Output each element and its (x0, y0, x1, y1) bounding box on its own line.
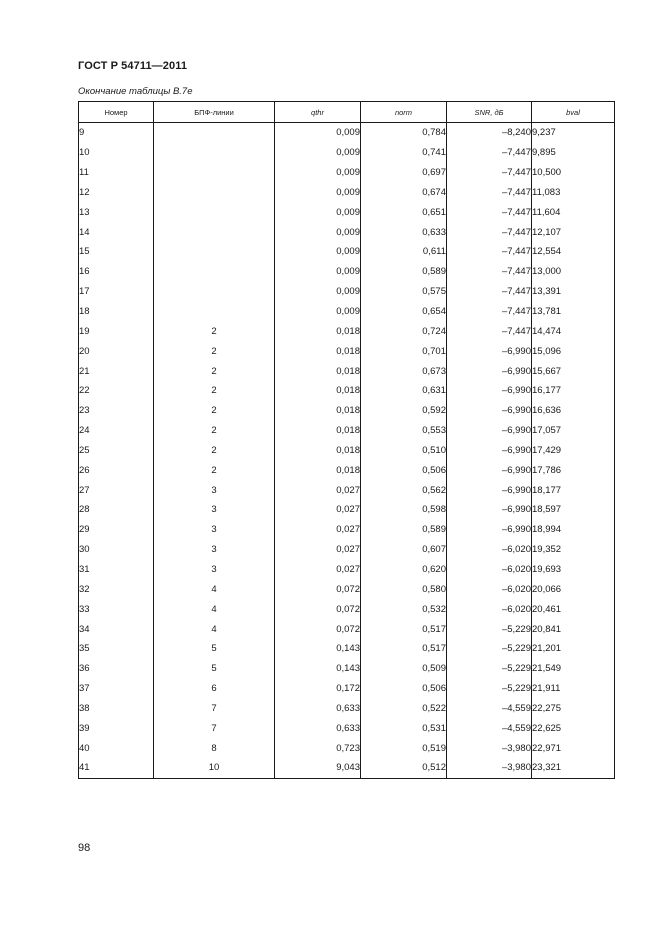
cell-norm: 0,741 (361, 143, 447, 163)
cell-qthr: 0,009 (275, 163, 361, 183)
table-body (79, 123, 615, 779)
cell-norm: 0,506 (361, 460, 447, 480)
cell-bval: 19,352 (532, 540, 615, 560)
cell-norm: 0,631 (361, 381, 447, 401)
cell-snr: –6,990 (447, 421, 532, 441)
table-row (79, 123, 615, 143)
cell-number: 26 (79, 460, 154, 480)
table-row (79, 599, 615, 619)
cell-number: 18 (79, 302, 154, 322)
cell-bval: 13,000 (532, 262, 615, 282)
cell-norm: 0,522 (361, 698, 447, 718)
cell-bval: 22,971 (532, 738, 615, 758)
cell-snr: –5,229 (447, 679, 532, 699)
table-row (79, 321, 615, 341)
cell-number: 19 (79, 321, 154, 341)
cell-fft-lines: 3 (154, 560, 275, 580)
cell-norm: 0,784 (361, 123, 447, 143)
cell-number: 31 (79, 560, 154, 580)
cell-norm: 0,512 (361, 758, 447, 778)
cell-snr: –5,229 (447, 659, 532, 679)
cell-bval: 22,275 (532, 698, 615, 718)
page-number: 98 (78, 842, 91, 854)
table-row (79, 421, 615, 441)
cell-fft-lines (154, 143, 275, 163)
cell-qthr: 0,072 (275, 619, 361, 639)
cell-number: 10 (79, 143, 154, 163)
cell-fft-lines (154, 202, 275, 222)
cell-fft-lines (154, 163, 275, 183)
cell-qthr: 9,043 (275, 758, 361, 778)
cell-snr: –6,020 (447, 579, 532, 599)
table-row (79, 639, 615, 659)
cell-bval: 12,107 (532, 222, 615, 242)
cell-bval: 9,895 (532, 143, 615, 163)
cell-snr: –6,990 (447, 401, 532, 421)
cell-qthr: 0,172 (275, 679, 361, 699)
cell-qthr: 0,009 (275, 282, 361, 302)
table-row (79, 183, 615, 203)
cell-fft-lines: 2 (154, 361, 275, 381)
cell-number: 35 (79, 639, 154, 659)
cell-bval: 21,549 (532, 659, 615, 679)
cell-qthr: 0,018 (275, 401, 361, 421)
cell-snr: –6,990 (447, 520, 532, 540)
cell-fft-lines (154, 302, 275, 322)
cell-qthr: 0,009 (275, 222, 361, 242)
table-row (79, 262, 615, 282)
cell-norm: 0,509 (361, 659, 447, 679)
cell-norm: 0,651 (361, 202, 447, 222)
cell-snr: –6,990 (447, 441, 532, 461)
table-row (79, 441, 615, 461)
cell-qthr: 0,018 (275, 321, 361, 341)
cell-bval: 18,994 (532, 520, 615, 540)
table-row (79, 460, 615, 480)
cell-fft-lines: 3 (154, 480, 275, 500)
cell-fft-lines: 2 (154, 401, 275, 421)
cell-qthr: 0,009 (275, 302, 361, 322)
cell-qthr: 0,027 (275, 480, 361, 500)
cell-bval: 13,781 (532, 302, 615, 322)
cell-fft-lines: 6 (154, 679, 275, 699)
cell-norm: 0,633 (361, 222, 447, 242)
table-caption: Окончание таблицы В.7е (78, 86, 193, 97)
cell-qthr: 0,633 (275, 698, 361, 718)
cell-fft-lines (154, 183, 275, 203)
cell-number: 12 (79, 183, 154, 203)
cell-norm: 0,701 (361, 341, 447, 361)
cell-number: 11 (79, 163, 154, 183)
cell-norm: 0,562 (361, 480, 447, 500)
cell-bval: 11,604 (532, 202, 615, 222)
cell-number: 25 (79, 441, 154, 461)
cell-bval: 17,786 (532, 460, 615, 480)
table-row (79, 679, 615, 699)
cell-qthr: 0,018 (275, 381, 361, 401)
cell-snr: –6,990 (447, 361, 532, 381)
table-row (79, 698, 615, 718)
cell-fft-lines: 3 (154, 540, 275, 560)
cell-qthr: 0,018 (275, 441, 361, 461)
cell-number: 38 (79, 698, 154, 718)
cell-fft-lines (154, 123, 275, 143)
cell-snr: –4,559 (447, 698, 532, 718)
table-row (79, 659, 615, 679)
table-row (79, 480, 615, 500)
cell-number: 16 (79, 262, 154, 282)
cell-bval: 16,636 (532, 401, 615, 421)
cell-norm: 0,510 (361, 441, 447, 461)
table-row (79, 718, 615, 738)
cell-fft-lines: 2 (154, 421, 275, 441)
cell-snr: –7,447 (447, 242, 532, 262)
table-row (79, 401, 615, 421)
cell-snr: –6,990 (447, 480, 532, 500)
cell-snr: –6,990 (447, 341, 532, 361)
table-row (79, 282, 615, 302)
cell-fft-lines: 2 (154, 321, 275, 341)
cell-fft-lines: 5 (154, 659, 275, 679)
cell-qthr: 0,027 (275, 540, 361, 560)
table-row (79, 222, 615, 242)
cell-qthr: 0,009 (275, 242, 361, 262)
cell-qthr: 0,009 (275, 262, 361, 282)
table-row (79, 143, 615, 163)
cell-snr: –7,447 (447, 262, 532, 282)
cell-number: 15 (79, 242, 154, 262)
table-row (79, 619, 615, 639)
cell-snr: –7,447 (447, 282, 532, 302)
cell-norm: 0,517 (361, 619, 447, 639)
cell-qthr: 0,723 (275, 738, 361, 758)
cell-number: 37 (79, 679, 154, 699)
cell-fft-lines: 2 (154, 460, 275, 480)
column-header-norm: norm (361, 102, 447, 123)
cell-qthr: 0,018 (275, 341, 361, 361)
cell-bval: 19,693 (532, 560, 615, 580)
cell-bval: 21,911 (532, 679, 615, 699)
table-row (79, 341, 615, 361)
cell-snr: –6,990 (447, 500, 532, 520)
cell-qthr: 0,018 (275, 460, 361, 480)
table-row (79, 202, 615, 222)
cell-fft-lines: 7 (154, 718, 275, 738)
table-row (79, 560, 615, 580)
cell-number: 14 (79, 222, 154, 242)
cell-norm: 0,589 (361, 520, 447, 540)
cell-norm: 0,553 (361, 421, 447, 441)
cell-norm: 0,532 (361, 599, 447, 619)
column-header-number: Номер (79, 102, 154, 123)
cell-number: 28 (79, 500, 154, 520)
cell-number: 17 (79, 282, 154, 302)
cell-snr: –7,447 (447, 321, 532, 341)
cell-bval: 20,841 (532, 619, 615, 639)
cell-norm: 0,531 (361, 718, 447, 738)
cell-number: 34 (79, 619, 154, 639)
table-row (79, 361, 615, 381)
cell-number: 27 (79, 480, 154, 500)
cell-bval: 18,597 (532, 500, 615, 520)
cell-qthr: 0,009 (275, 123, 361, 143)
cell-snr: –6,990 (447, 381, 532, 401)
cell-fft-lines (154, 242, 275, 262)
column-header-fft-lines: БПФ-линии (154, 102, 275, 123)
cell-norm: 0,575 (361, 282, 447, 302)
cell-bval: 14,474 (532, 321, 615, 341)
cell-norm: 0,506 (361, 679, 447, 699)
cell-bval: 23,321 (532, 758, 615, 778)
cell-norm: 0,580 (361, 579, 447, 599)
cell-fft-lines: 3 (154, 500, 275, 520)
data-table (78, 101, 615, 779)
cell-snr: –7,447 (447, 222, 532, 242)
table-row (79, 381, 615, 401)
cell-fft-lines: 3 (154, 520, 275, 540)
cell-qthr: 0,018 (275, 421, 361, 441)
cell-bval: 21,201 (532, 639, 615, 659)
cell-snr: –7,447 (447, 302, 532, 322)
cell-norm: 0,697 (361, 163, 447, 183)
cell-snr: –6,020 (447, 540, 532, 560)
cell-number: 21 (79, 361, 154, 381)
cell-snr: –7,447 (447, 163, 532, 183)
cell-norm: 0,607 (361, 540, 447, 560)
cell-qthr: 0,009 (275, 202, 361, 222)
cell-fft-lines: 4 (154, 599, 275, 619)
cell-norm: 0,598 (361, 500, 447, 520)
cell-snr: –8,240 (447, 123, 532, 143)
column-header-bval: bval (532, 102, 615, 123)
cell-bval: 17,429 (532, 441, 615, 461)
cell-number: 40 (79, 738, 154, 758)
cell-bval: 18,177 (532, 480, 615, 500)
cell-snr: –5,229 (447, 639, 532, 659)
document-header: ГОСТ Р 54711—2011 (78, 60, 188, 72)
cell-fft-lines: 4 (154, 579, 275, 599)
cell-fft-lines: 2 (154, 381, 275, 401)
cell-norm: 0,592 (361, 401, 447, 421)
column-header-qthr: qthr (275, 102, 361, 123)
cell-number: 13 (79, 202, 154, 222)
cell-qthr: 0,143 (275, 639, 361, 659)
table-row (79, 302, 615, 322)
table-row (79, 738, 615, 758)
cell-number: 36 (79, 659, 154, 679)
cell-snr: –7,447 (447, 183, 532, 203)
cell-bval: 20,461 (532, 599, 615, 619)
table-row (79, 500, 615, 520)
cell-bval: 13,391 (532, 282, 615, 302)
cell-number: 24 (79, 421, 154, 441)
cell-norm: 0,620 (361, 560, 447, 580)
cell-norm: 0,674 (361, 183, 447, 203)
cell-number: 32 (79, 579, 154, 599)
table-row (79, 163, 615, 183)
cell-bval: 16,177 (532, 381, 615, 401)
cell-qthr: 0,009 (275, 143, 361, 163)
cell-number: 29 (79, 520, 154, 540)
cell-fft-lines: 7 (154, 698, 275, 718)
cell-qthr: 0,027 (275, 500, 361, 520)
cell-norm: 0,654 (361, 302, 447, 322)
cell-fft-lines: 5 (154, 639, 275, 659)
cell-snr: –5,229 (447, 619, 532, 639)
cell-norm: 0,589 (361, 262, 447, 282)
cell-number: 20 (79, 341, 154, 361)
cell-snr: –6,990 (447, 460, 532, 480)
cell-norm: 0,611 (361, 242, 447, 262)
cell-qthr: 0,072 (275, 599, 361, 619)
cell-fft-lines: 8 (154, 738, 275, 758)
cell-bval: 10,500 (532, 163, 615, 183)
cell-snr: –6,020 (447, 560, 532, 580)
cell-snr: –3,980 (447, 738, 532, 758)
table-row (79, 242, 615, 262)
cell-fft-lines: 10 (154, 758, 275, 778)
cell-number: 22 (79, 381, 154, 401)
cell-qthr: 0,027 (275, 520, 361, 540)
cell-number: 23 (79, 401, 154, 421)
cell-fft-lines (154, 262, 275, 282)
cell-snr: –4,559 (447, 718, 532, 738)
cell-number: 33 (79, 599, 154, 619)
cell-qthr: 0,018 (275, 361, 361, 381)
cell-number: 9 (79, 123, 154, 143)
cell-fft-lines: 2 (154, 441, 275, 461)
cell-bval: 15,096 (532, 341, 615, 361)
cell-bval: 17,057 (532, 421, 615, 441)
table-header-row (79, 102, 615, 123)
cell-bval: 11,083 (532, 183, 615, 203)
cell-qthr: 0,633 (275, 718, 361, 738)
table-row (79, 520, 615, 540)
cell-number: 41 (79, 758, 154, 778)
cell-qthr: 0,072 (275, 579, 361, 599)
cell-number: 39 (79, 718, 154, 738)
cell-norm: 0,519 (361, 738, 447, 758)
cell-fft-lines (154, 222, 275, 242)
cell-bval: 20,066 (532, 579, 615, 599)
cell-norm: 0,517 (361, 639, 447, 659)
cell-snr: –7,447 (447, 202, 532, 222)
table-row (79, 579, 615, 599)
cell-qthr: 0,027 (275, 560, 361, 580)
cell-snr: –3,980 (447, 758, 532, 778)
table-row (79, 540, 615, 560)
cell-fft-lines: 4 (154, 619, 275, 639)
cell-fft-lines: 2 (154, 341, 275, 361)
cell-number: 30 (79, 540, 154, 560)
cell-bval: 15,667 (532, 361, 615, 381)
cell-qthr: 0,143 (275, 659, 361, 679)
cell-norm: 0,724 (361, 321, 447, 341)
cell-fft-lines (154, 282, 275, 302)
cell-norm: 0,673 (361, 361, 447, 381)
table-row (79, 758, 615, 778)
column-header-snr: SNR, дБ (447, 102, 532, 123)
cell-snr: –6,020 (447, 599, 532, 619)
cell-bval: 9,237 (532, 123, 615, 143)
cell-bval: 12,554 (532, 242, 615, 262)
cell-snr: –7,447 (447, 143, 532, 163)
cell-bval: 22,625 (532, 718, 615, 738)
cell-qthr: 0,009 (275, 183, 361, 203)
